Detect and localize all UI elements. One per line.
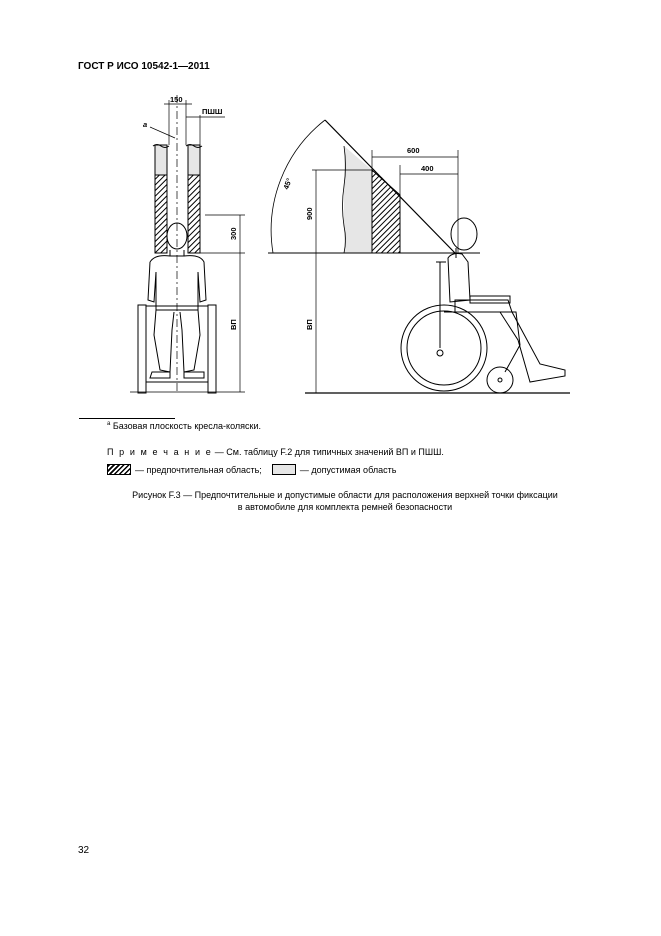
label-psh: ПШШ	[202, 107, 223, 116]
angle-45-label: 45°	[281, 176, 294, 191]
footnote-marker: a	[107, 421, 111, 427]
note	[107, 447, 444, 457]
note-text: — См. таблицу F.2 для типичных значений ВП и ПШШ.	[212, 447, 444, 457]
front-view	[130, 95, 245, 393]
preferred-swatch	[107, 464, 131, 475]
footnote-rule	[79, 418, 175, 419]
dim-300-label: 300	[229, 227, 238, 240]
footnote-text: Базовая плоскость кресла-коляски.	[110, 421, 261, 431]
dim-900-label: 900	[305, 207, 314, 220]
note-label: П р и м е ч а н и е	[107, 447, 213, 457]
dim-600-label: 600	[407, 146, 420, 155]
vp-label-left: ВП	[229, 319, 238, 330]
document-header: ГОСТ Р ИСО 10542-1—2011	[78, 61, 210, 72]
legend-allowed: — допустимая область	[299, 464, 397, 475]
legend-preferred: — предпочтительная область;	[135, 464, 262, 475]
page-number: 32	[78, 845, 90, 856]
allowed-zone-right	[188, 145, 200, 175]
figure-caption	[95, 489, 595, 513]
preferred-zone-left	[155, 175, 167, 253]
legend	[107, 464, 396, 475]
label-a: a	[143, 120, 148, 129]
allowed-swatch	[272, 464, 296, 475]
dim-400-label: 400	[421, 164, 434, 173]
allowed-zone-side	[344, 146, 372, 253]
vp-label-right: ВП	[305, 319, 314, 330]
caption-line-2: в автомобиле для комплекта ремней безопасности	[237, 502, 453, 512]
footnote	[107, 421, 261, 431]
side-view	[268, 120, 570, 393]
preferred-zone-right	[188, 175, 200, 253]
caption-line-1: Рисунок F.3 — Предпочтительные и допустимые области для расположения верхней точки фиксации	[132, 490, 558, 500]
allowed-zone-left	[155, 145, 167, 175]
dim-150-label: 150	[170, 95, 183, 104]
